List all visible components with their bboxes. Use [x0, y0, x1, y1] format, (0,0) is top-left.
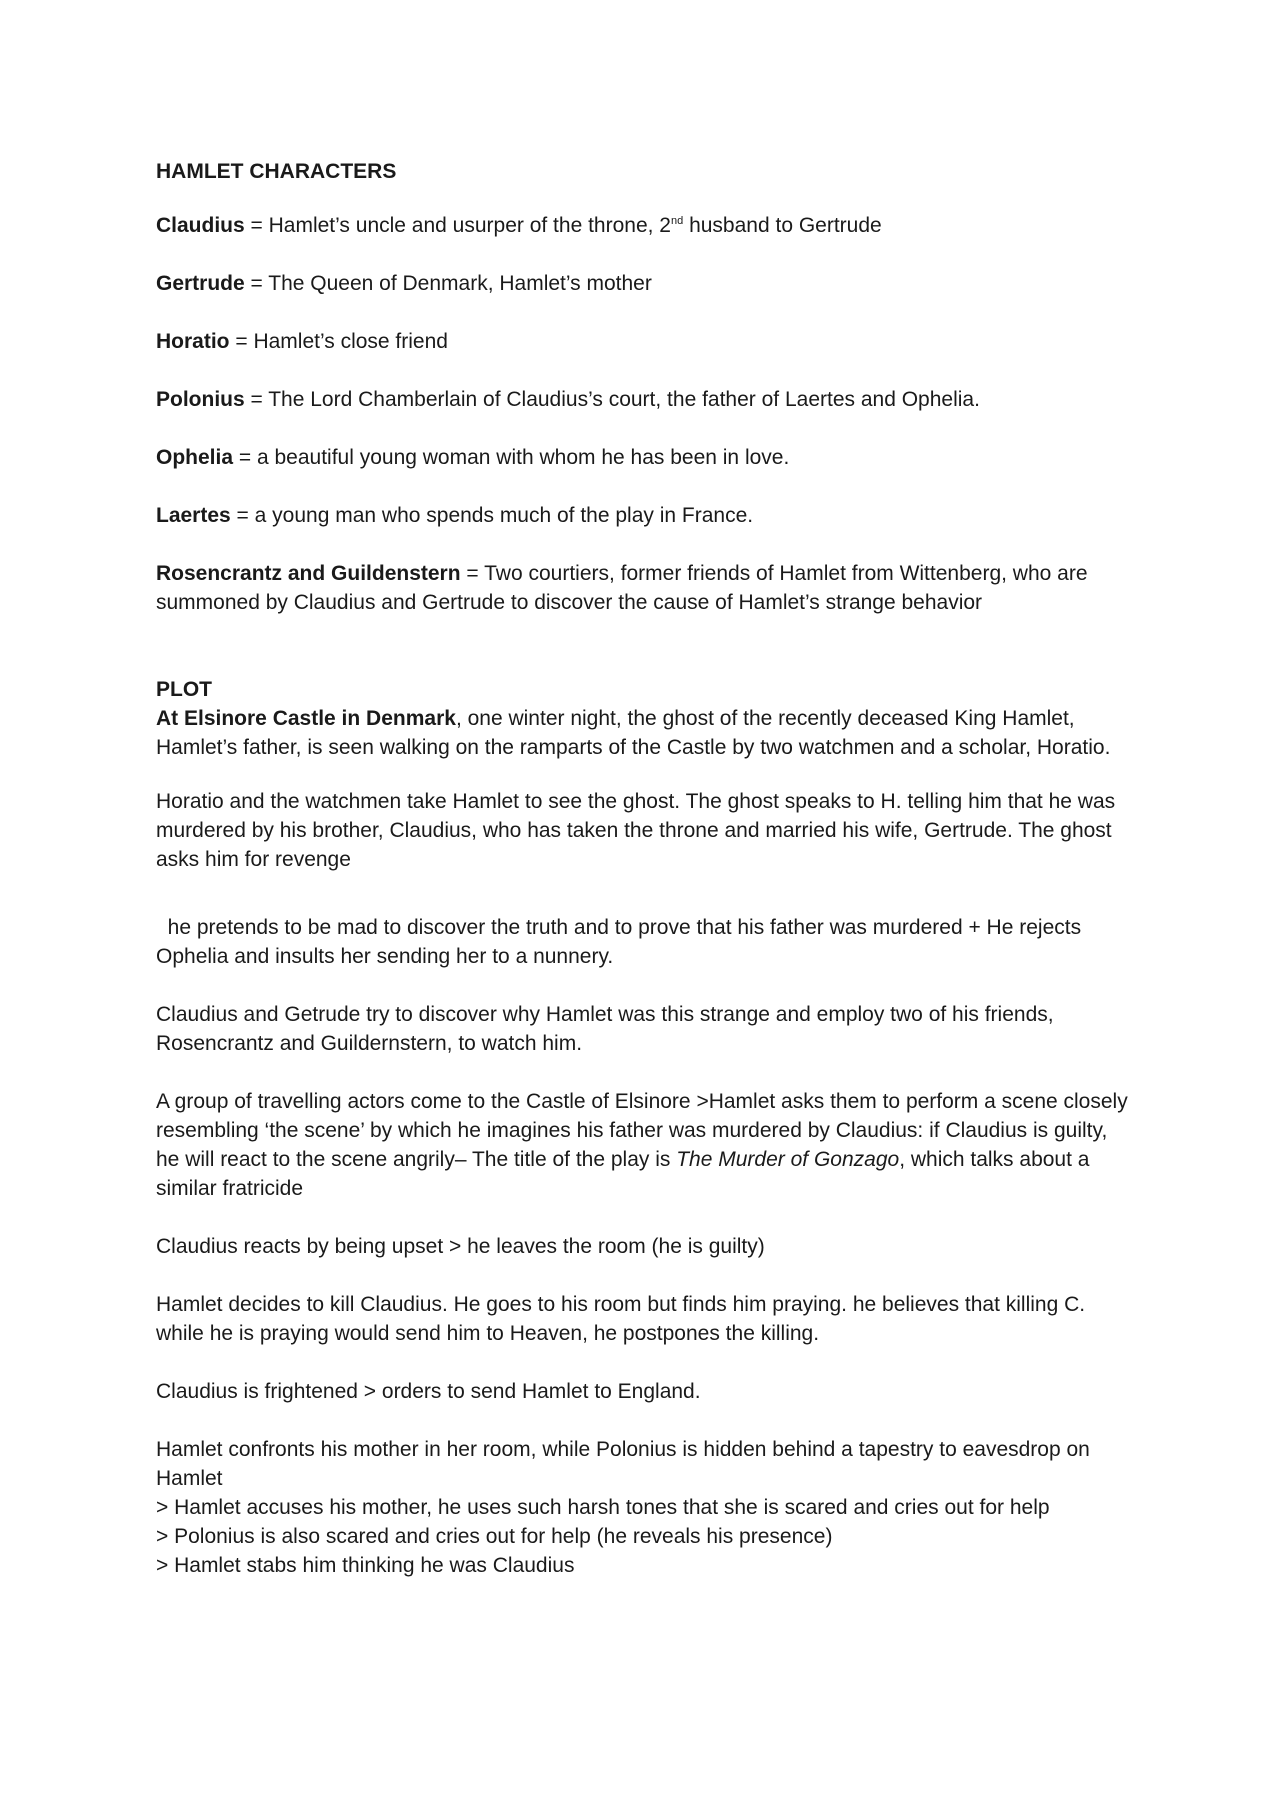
plot-paragraph: Horatio and the watchmen take Hamlet to see the ghost. The ghost speaks to H. telling him that he was murdered by his brother, Claudius, who has taken the throne and married his wife, Gertrude. The ghost asks him for revenge [156, 790, 1116, 871]
plot-paragraph: he pretends to be mad to discover the truth and to prove that his father was murdered + He rejects Ophelia and insults her sending her to a nunnery. [156, 916, 1087, 968]
character-entry-gertrude: Gertrude = The Queen of Denmark, Hamlet’s mother [156, 272, 652, 295]
character-name: Ophelia [156, 446, 234, 469]
character-name: Horatio [156, 330, 230, 353]
character-name: Rosencrantz and Guildenstern [156, 562, 461, 585]
character-entry-rosencrantz-guildenstern: Rosencrantz and Guildenstern = Two courtiers, former friends of Hamlet from Wittenberg, who are summoned by Claudius and Gertrude to discover the cause of Hamlet’s strange behavior [156, 562, 1088, 614]
character-name: Laertes [156, 504, 231, 527]
character-entry-laertes: Laertes = a young man who spends much of the play in France. [156, 504, 754, 527]
character-description: The Lord Chamberlain of Claudius’s court, the father of Laertes and Ophelia. [268, 388, 980, 411]
plot-paragraph: Claudius and Getrude try to discover why Hamlet was this strange and employ two of his friends, Rosencrantz and Guildernstern, to watch him. [156, 1003, 1054, 1055]
plot-paragraph: At Elsinore Castle in Denmark, one winter night, the ghost of the recently deceased King Hamlet, Hamlet’s father, is seen walking on the ramparts of the Castle by two watchmen and a scholar, Horatio. [156, 707, 1111, 759]
plot-paragraph: Claudius is frightened > orders to send Hamlet to England. [156, 1380, 701, 1403]
plot-paragraph: Hamlet confronts his mother in her room, while Polonius is hidden behind a tapestry to eavesdrop on Hamlet [156, 1438, 1090, 1490]
plot-paragraph: Claudius reacts by being upset > he leaves the room (he is guilty) [156, 1235, 765, 1258]
plot-paragraph: > Hamlet stabs him thinking he was Claudius [156, 1554, 575, 1577]
character-name: Claudius [156, 214, 245, 237]
character-description: The Queen of Denmark, Hamlet’s mother [268, 272, 652, 295]
character-description: a beautiful young woman with whom he has been in love. [256, 446, 790, 469]
character-entry-ophelia: Ophelia = a beautiful young woman with whom he has been in love. [156, 446, 790, 469]
character-name: Gertrude [156, 272, 245, 295]
character-description: a young man who spends much of the play in France. [254, 504, 754, 527]
character-name: Polonius [156, 388, 245, 411]
plot-paragraph: A group of travelling actors come to the Castle of Elsinore >Hamlet asks them to perform a scene closely resembling ‘the scene’ by which he imagines his father was murdered by Claudius: if Claudius is guilty, he will react to the scene angrily– The title of the play is The Murder of Gonzago, which talks about a similar fratricide [156, 1090, 1128, 1200]
character-description: Hamlet’s close friend [253, 330, 448, 353]
characters-heading: HAMLET CHARACTERS [156, 160, 397, 183]
play-title: The Murder of Gonzago [676, 1148, 900, 1171]
character-description: Hamlet’s uncle and usurper of the throne, 2 [268, 214, 671, 237]
plot-paragraph: > Hamlet accuses his mother, he uses such harsh tones that she is scared and cries out for help [156, 1496, 1050, 1519]
plot-paragraph: > Polonius is also scared and cries out for help (he reveals his presence) [156, 1525, 833, 1548]
character-entry-claudius: Claudius = Hamlet’s uncle and usurper of the throne, 2nd husband to Gertrude [156, 214, 882, 237]
document-body [156, 157, 1136, 1580]
character-entry-polonius: Polonius = The Lord Chamberlain of Claudius’s court, the father of Laertes and Ophelia. [156, 388, 980, 411]
character-entry-horatio: Horatio = Hamlet’s close friend [156, 330, 448, 353]
plot-heading: PLOT [156, 678, 212, 701]
character-description: Two courtiers, former friends of Hamlet from Wittenberg, who are summoned by Claudius and Gertrude to discover the cause of Hamlet’s strange behavior [156, 562, 1088, 614]
plot-paragraph: Hamlet decides to kill Claudius. He goes to his room but finds him praying. he believes that killing C. while he is praying would send him to Heaven, he postpones the killing. [156, 1293, 1086, 1345]
